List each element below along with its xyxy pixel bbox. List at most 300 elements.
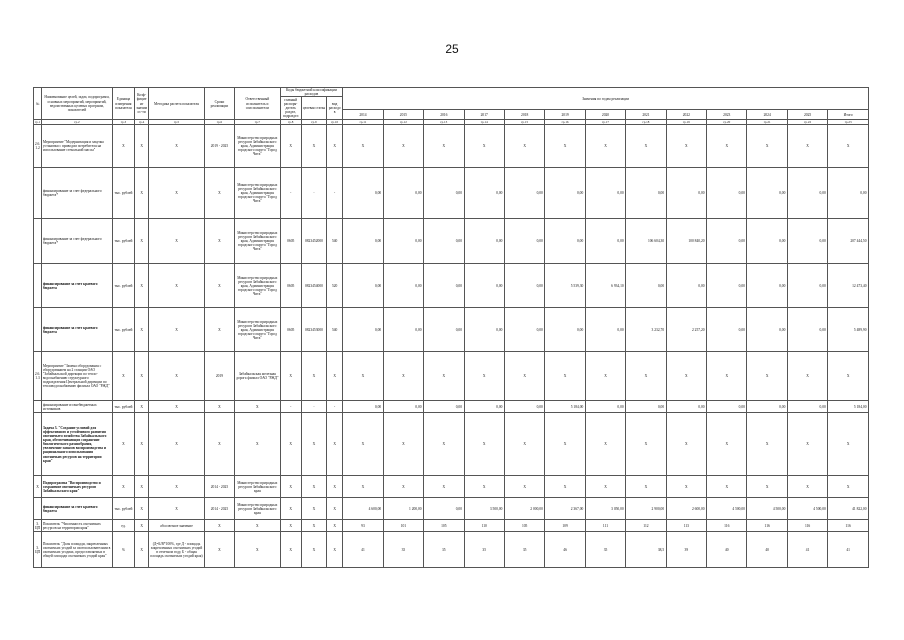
row-value: 35: [504, 532, 544, 568]
row-code-target: X: [301, 413, 326, 476]
row-value: 4 600,00: [343, 498, 383, 520]
column-number: гр.4: [135, 120, 149, 125]
row-value: 109: [545, 520, 585, 532]
row-value: 4 500,00: [787, 498, 827, 520]
row-value: X: [585, 125, 625, 168]
row-value: 0,00: [545, 168, 585, 219]
row-value: 106 604,30: [626, 219, 666, 264]
column-number: гр.5: [149, 120, 205, 125]
column-number: гр.13: [424, 120, 464, 125]
row-value: X: [747, 413, 787, 476]
row-value: 0,00: [424, 498, 464, 520]
header-code-target: целевая статья: [301, 97, 326, 120]
column-number: гр.15: [504, 120, 544, 125]
table-row: [34, 168, 869, 219]
row-value: 5 489,90: [828, 308, 869, 352]
row-num: [34, 413, 42, 476]
row-value: 12 473,40: [828, 264, 869, 308]
row-num: 2.6.1.3: [34, 352, 42, 401]
page-number: 25: [445, 42, 459, 56]
row-name: Мероприятие "Замена оборудования с оборудованием на 2 станции ОАО "Забайкальской дирекции по тепло-водоснабжению структурного подразделения Центральной дирекции по тепловодоснабжению филиала ОАО "РЖД": [42, 352, 113, 401]
row-value: 0,00: [747, 264, 787, 308]
row-value: 35: [424, 532, 464, 568]
row-value: X: [707, 413, 747, 476]
row-value: 0,00: [545, 219, 585, 264]
row-value: 0,00: [787, 401, 827, 413]
row-value: 0,00: [383, 308, 423, 352]
column-number: гр.2: [42, 120, 113, 125]
row-method: X: [149, 219, 205, 264]
row-code-target: X: [301, 532, 326, 568]
row-executor: Министерство природных ресурсов Забайкальского края: [235, 476, 280, 498]
row-value: 0,00: [424, 308, 464, 352]
row-value: 0,00: [343, 264, 383, 308]
row-method: X: [149, 308, 205, 352]
row-value: 0,00: [424, 219, 464, 264]
row-value: 0,00: [424, 264, 464, 308]
row-code-section: X: [280, 476, 301, 498]
row-value: 0,00: [343, 308, 383, 352]
column-number: гр.1: [34, 120, 41, 125]
row-value: X: [424, 352, 464, 401]
row-num: [34, 401, 42, 413]
column-number: гр.21: [747, 120, 787, 125]
row-value: 46: [545, 532, 585, 568]
row-value: 5 539,30: [545, 264, 585, 308]
header-unit: Единица измерения показателя: [112, 88, 134, 120]
row-value: X: [383, 413, 423, 476]
row-code-type: 540: [327, 308, 343, 352]
table-row: [34, 520, 869, 532]
row-value: 2 600,00: [666, 498, 706, 520]
row-value: X: [626, 352, 666, 401]
row-value: 41: [343, 532, 383, 568]
row-value: 41: [787, 532, 827, 568]
row-value: 6 934,10: [585, 264, 625, 308]
column-number: гр.10: [327, 120, 343, 125]
header-year: 2019: [545, 110, 585, 120]
row-code-type: X: [327, 125, 343, 168]
row-value: 0,00: [343, 219, 383, 264]
row-value: 0,00: [626, 401, 666, 413]
row-value: 0,00: [464, 168, 504, 219]
row-value: 105: [424, 520, 464, 532]
row-method: X: [149, 476, 205, 498]
row-value: 105: [504, 520, 544, 532]
row-value: X: [787, 125, 827, 168]
row-unit: ед.: [112, 520, 134, 532]
row-code-target: X: [301, 498, 326, 520]
row-code-section: -: [280, 401, 301, 413]
row-value: 0,00: [828, 168, 869, 219]
row-code-section: X: [280, 520, 301, 532]
row-code-section: X: [280, 125, 301, 168]
row-value: 39: [666, 532, 706, 568]
row-method: (Д=Б/В*100%, где Д - площадь закрепленных охотничьих угодий в отчетном году, Б - общая площадь охотничьих угодий края): [149, 532, 205, 568]
table-row: [34, 352, 869, 401]
row-term: 2019 - 2025: [204, 125, 234, 168]
row-value: X: [383, 352, 423, 401]
row-name: Задача 3. "Создание условий для эффективного и устойчивого развития охотничьего хозяйства Забайкальского края, обеспечивающих сохранение биологического разнообразия, увеличение запасов воспроизводства и рационального использования охотничьих ресурсов на территории края": [42, 413, 113, 476]
row-value: 0,00: [464, 401, 504, 413]
row-value: X: [828, 125, 869, 168]
row-value: 0,00: [626, 168, 666, 219]
row-num: 3. ЦП: [34, 532, 42, 568]
header-year: 2015: [383, 110, 423, 120]
column-number: гр.23: [828, 120, 869, 125]
row-value: 3 500,00: [464, 498, 504, 520]
row-num: [34, 219, 42, 264]
column-number: гр.11: [343, 120, 383, 125]
row-term: 2019: [204, 352, 234, 401]
row-value: 35: [464, 532, 504, 568]
program-table: [33, 87, 869, 568]
row-value: 101: [383, 520, 423, 532]
table-row: [34, 413, 869, 476]
table-row: [34, 125, 869, 168]
row-value: 0,00: [383, 168, 423, 219]
row-value: 113: [666, 520, 706, 532]
row-name: финансирование за счет федерального бюджета*: [42, 219, 113, 264]
row-value: 207 444,50: [828, 219, 869, 264]
row-value: 0,00: [585, 219, 625, 264]
row-value: 4 500,00: [747, 498, 787, 520]
row-method: X: [149, 498, 205, 520]
row-value: 111: [585, 520, 625, 532]
header-year: 2023: [707, 110, 747, 120]
header-method: Методика расчета показателя: [149, 88, 205, 120]
row-code-target: X: [301, 476, 326, 498]
row-value: X: [464, 413, 504, 476]
row-value: 41 822,00: [828, 498, 869, 520]
row-term: X: [204, 401, 234, 413]
row-unit: тыс. рублей: [112, 264, 134, 308]
row-value: X: [585, 352, 625, 401]
row-value: 0,00: [383, 401, 423, 413]
row-value: X: [424, 476, 464, 498]
row-value: 0,00: [424, 401, 464, 413]
table-row: [34, 476, 869, 498]
table-row: [34, 219, 869, 264]
row-value: X: [545, 352, 585, 401]
row-executor: X: [235, 520, 280, 532]
row-coef: X: [135, 308, 149, 352]
row-value: 0,00: [464, 219, 504, 264]
row-value: X: [464, 476, 504, 498]
row-code-target: 0823452000: [301, 219, 326, 264]
row-value: 116: [707, 520, 747, 532]
row-value: X: [626, 476, 666, 498]
row-method: X: [149, 413, 205, 476]
row-term: X: [204, 532, 234, 568]
row-value: X: [787, 413, 827, 476]
row-value: X: [666, 476, 706, 498]
column-number: гр.22: [787, 120, 827, 125]
row-name: финансирование за счет краевого бюджета: [42, 498, 113, 520]
row-value: X: [343, 125, 383, 168]
row-value: X: [787, 352, 827, 401]
row-code-target: 0823453000: [301, 308, 326, 352]
row-num: 2.6.1.2: [34, 125, 42, 168]
row-value: 0,00: [504, 401, 544, 413]
header-coef: Коэф-фициент значимос-ти: [135, 88, 149, 120]
row-value: X: [343, 413, 383, 476]
row-name: финансирование за счет краевого бюджета: [42, 308, 113, 352]
table-row: [34, 264, 869, 308]
column-number: гр.16: [545, 120, 585, 125]
row-value: 40: [747, 532, 787, 568]
row-executor: X: [235, 401, 280, 413]
row-value: 0,00: [707, 168, 747, 219]
row-value: X: [383, 476, 423, 498]
row-value: X: [747, 352, 787, 401]
row-value: 35: [383, 532, 423, 568]
column-number: гр.8: [280, 120, 301, 125]
row-coef: X: [135, 401, 149, 413]
row-value: 38,5: [626, 532, 666, 568]
row-code-target: X: [301, 125, 326, 168]
row-code-section: X: [280, 498, 301, 520]
row-value: X: [464, 352, 504, 401]
row-name: Показатель "Численность охотничьих ресурсов на территории края": [42, 520, 113, 532]
row-coef: X: [135, 219, 149, 264]
header-year: 2014: [343, 110, 383, 120]
row-value: X: [707, 352, 747, 401]
row-value: X: [424, 125, 464, 168]
row-num: X: [34, 476, 42, 498]
row-name: Мероприятие "Модернизация и закупка установки с приводом потребителя на использование стекольной массы": [42, 125, 113, 168]
row-value: 4 500,00: [707, 498, 747, 520]
row-code-type: X: [327, 413, 343, 476]
row-value: 5 184,00: [545, 401, 585, 413]
row-unit: тыс. рублей: [112, 498, 134, 520]
row-value: X: [545, 125, 585, 168]
row-value: 0,00: [343, 401, 383, 413]
row-executor: Министерство природных ресурсов Забайкальского края, Администрация городского округа "Город Чита": [235, 264, 280, 308]
row-value: X: [666, 125, 706, 168]
table-row: [34, 532, 869, 568]
row-code-section: X: [280, 532, 301, 568]
header-year: 2016: [424, 110, 464, 120]
row-executor: Министерство природных ресурсов Забайкальского края, Администрация городского округа "Город Чита": [235, 219, 280, 264]
row-method: X: [149, 352, 205, 401]
row-value: 0,00: [787, 219, 827, 264]
row-value: 0,00: [504, 308, 544, 352]
row-method: X: [149, 125, 205, 168]
row-coef: X: [135, 168, 149, 219]
row-value: 0,00: [424, 168, 464, 219]
row-name: Подпрограмма "Воспроизводство и сохранение охотничьих ресурсов Забайкальского края": [42, 476, 113, 498]
row-coef: X: [135, 264, 149, 308]
row-value: 112: [626, 520, 666, 532]
row-value: 0,00: [343, 168, 383, 219]
row-value: X: [545, 476, 585, 498]
row-num: [34, 264, 42, 308]
row-coef: X: [135, 532, 149, 568]
header-code-type: вид расходов: [327, 97, 343, 120]
row-code-target: -: [301, 168, 326, 219]
row-value: 0,00: [747, 219, 787, 264]
row-unit: X: [112, 125, 134, 168]
row-term: X: [204, 264, 234, 308]
row-name: Показатель "Доля площади, закрепленных охотничьих угодий за охотпользователями в охотничьих угодиях, предоставляемых в общей площади охотничьих угодий края": [42, 532, 113, 568]
table-header: [34, 88, 869, 125]
header-name: Наименование целей, задач, подпрограмм, основных мероприятий, мероприятий, ведомственных целевых программ, показателей: [42, 88, 113, 120]
header-year: 2021: [626, 110, 666, 120]
row-value: X: [383, 125, 423, 168]
row-value: 0,00: [504, 264, 544, 308]
row-coef: X: [135, 520, 149, 532]
row-executor: Министерство природных ресурсов Забайкальского края, Администрация городского округа "Город Чита": [235, 308, 280, 352]
row-code-type: -: [327, 401, 343, 413]
row-value: X: [504, 125, 544, 168]
row-value: X: [707, 125, 747, 168]
row-value: X: [666, 352, 706, 401]
row-value: X: [747, 476, 787, 498]
row-executor: X: [235, 413, 280, 476]
row-unit: тыс. рублей: [112, 401, 134, 413]
row-code-type: -: [327, 168, 343, 219]
header-code-grbs: главный распоря-дитель раздел, подраздел: [280, 97, 301, 120]
row-executor: Забайкальская железная дорога филиал ОАО "РЖД": [235, 352, 280, 401]
row-value: 110: [464, 520, 504, 532]
row-value: X: [666, 413, 706, 476]
row-value: X: [828, 413, 869, 476]
row-num: [34, 308, 42, 352]
row-coef: X: [135, 413, 149, 476]
row-code-section: 0605: [280, 264, 301, 308]
row-value: 5 184,00: [828, 401, 869, 413]
row-code-section: 0605: [280, 219, 301, 264]
row-value: X: [626, 125, 666, 168]
row-value: 0,00: [666, 168, 706, 219]
row-executor: Министерство природных ресурсов Забайкальского края, Администрация городского округа "Город Чита": [235, 168, 280, 219]
row-method: X: [149, 168, 205, 219]
row-num: [34, 498, 42, 520]
row-value: 0,00: [666, 264, 706, 308]
row-value: 35: [585, 532, 625, 568]
header-year: 2024: [747, 110, 787, 120]
row-name: финансирование за счет федерального бюджета*: [42, 168, 113, 219]
row-value: X: [626, 413, 666, 476]
row-value: X: [424, 413, 464, 476]
column-number: гр.6: [204, 120, 234, 125]
row-value: 0,00: [747, 401, 787, 413]
row-value: 0,00: [707, 219, 747, 264]
row-unit: X: [112, 476, 134, 498]
row-term: X: [204, 308, 234, 352]
header-year: 2020: [585, 110, 625, 120]
row-value: 1 200,00: [383, 498, 423, 520]
row-value: X: [828, 476, 869, 498]
row-code-type: X: [327, 476, 343, 498]
row-value: 3 232,70: [626, 308, 666, 352]
header-year: 2017: [464, 110, 504, 120]
row-code-type: X: [327, 532, 343, 568]
row-name: финансирование за счет краевого бюджета: [42, 264, 113, 308]
row-value: X: [343, 352, 383, 401]
row-value: 0,00: [787, 308, 827, 352]
row-value: 0,00: [747, 308, 787, 352]
row-value: 0,00: [464, 264, 504, 308]
row-num: 3. ЦП: [34, 521, 41, 530]
row-value: X: [545, 413, 585, 476]
header-year: 2022: [666, 110, 706, 120]
header-year: 2025: [787, 110, 827, 120]
row-coef: X: [135, 476, 149, 498]
row-unit: тыс. рублей: [112, 168, 134, 219]
row-name: финансирование из внебюджетных источников: [42, 401, 113, 413]
column-number: гр.14: [464, 120, 504, 125]
row-unit: X: [112, 352, 134, 401]
row-value: 0,00: [707, 401, 747, 413]
row-term: X: [204, 520, 234, 532]
row-code-target: X: [301, 352, 326, 401]
column-number: гр.3: [112, 120, 134, 125]
row-term: 2014 - 2025: [204, 498, 234, 520]
row-executor: Министерство природных ресурсов Забайкальского края, Администрация городского округа "Город Чита": [235, 125, 280, 168]
row-code-target: X: [301, 520, 326, 532]
row-value: 0,00: [585, 401, 625, 413]
row-value: X: [504, 413, 544, 476]
row-code-type: 520: [327, 264, 343, 308]
row-value: 0,00: [626, 264, 666, 308]
row-code-type: 540: [327, 219, 343, 264]
row-value: 0,00: [504, 168, 544, 219]
row-unit: X: [112, 413, 134, 476]
row-value: 0,00: [383, 219, 423, 264]
row-unit: %: [112, 532, 134, 568]
row-value: X: [707, 476, 747, 498]
row-code-section: 0605: [280, 308, 301, 352]
row-value: X: [504, 352, 544, 401]
row-value: X: [585, 413, 625, 476]
row-code-type: X: [327, 352, 343, 401]
column-number: гр.19: [666, 120, 706, 125]
row-value: 0,00: [383, 264, 423, 308]
row-value: 0,00: [707, 308, 747, 352]
header-num: №: [34, 88, 42, 120]
row-value: 0,00: [787, 168, 827, 219]
row-value: 0,00: [707, 264, 747, 308]
header-year: 2018: [504, 110, 544, 120]
row-value: 0,00: [504, 219, 544, 264]
row-value: 0,00: [464, 308, 504, 352]
row-value: 0,00: [747, 168, 787, 219]
row-value: X: [343, 476, 383, 498]
row-value: 0,00: [787, 264, 827, 308]
row-term: X: [204, 413, 234, 476]
row-executor: Министерство природных ресурсов Забайкальского края: [235, 498, 280, 520]
column-number: гр.18: [626, 120, 666, 125]
header-term: Сроки реализации: [204, 88, 234, 120]
header-executor: Ответственный исполнитель и соисполнители: [235, 88, 280, 120]
row-term: X: [204, 168, 234, 219]
header-values: Значения по годам реализации: [343, 88, 869, 110]
column-number: гр.9: [301, 120, 326, 125]
row-value: X: [504, 476, 544, 498]
row-value: 116: [747, 520, 787, 532]
row-value: 2 000,00: [504, 498, 544, 520]
row-term: 2014 - 2025: [204, 476, 234, 498]
column-number: гр.7: [235, 120, 280, 125]
row-value: 116: [787, 520, 827, 532]
row-value: 3 050,00: [585, 498, 625, 520]
row-executor: X: [235, 532, 280, 568]
row-coef: X: [135, 125, 149, 168]
row-value: X: [828, 352, 869, 401]
row-code-section: X: [280, 413, 301, 476]
